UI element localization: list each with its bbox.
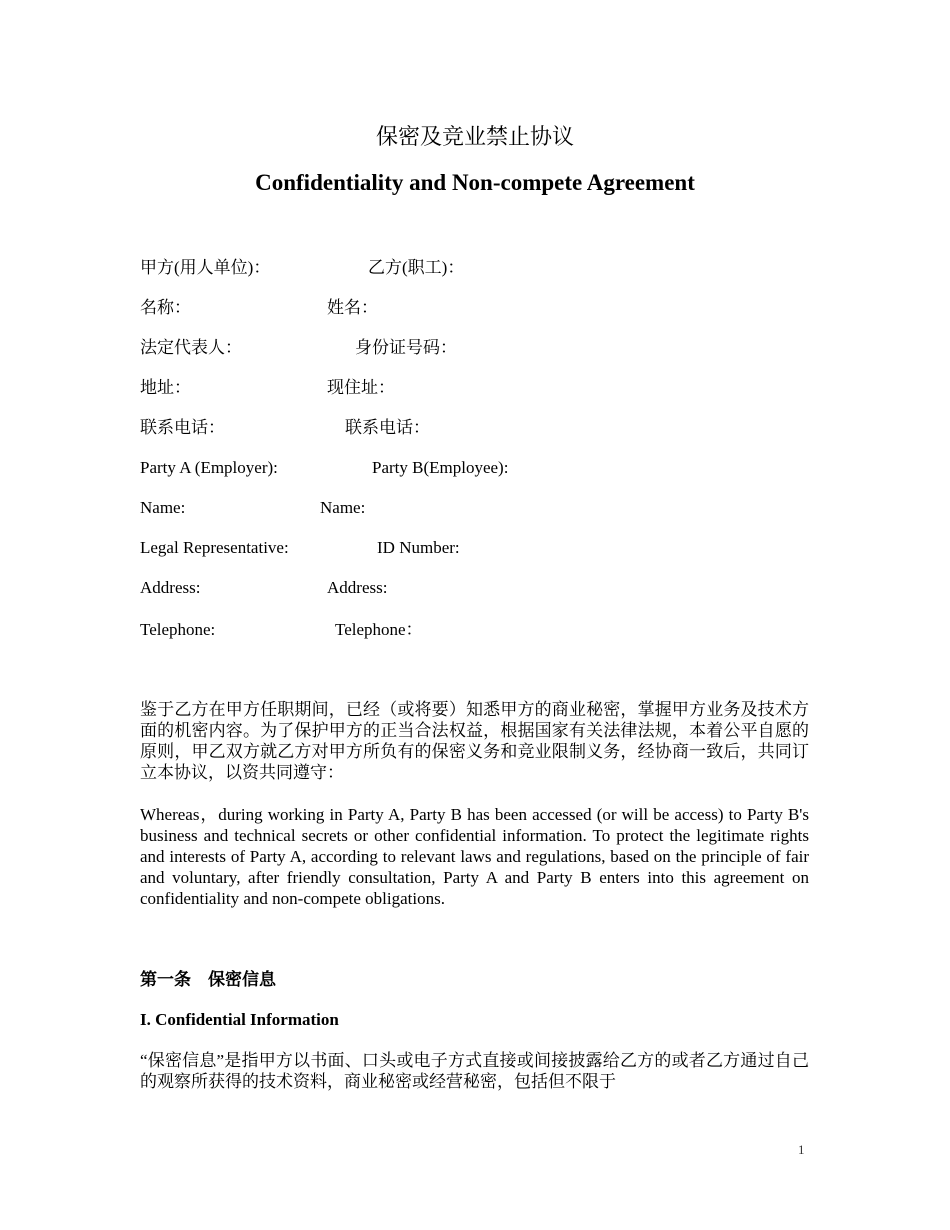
party-a-name-label-cn: 名称： <box>140 298 191 317</box>
party-a-legal-rep-label-cn: 法定代表人： <box>140 338 242 357</box>
party-b-header-en: Party B(Employee): <box>372 458 509 477</box>
party-b-header-cn: 乙方(职工)： <box>368 258 465 277</box>
party-b-phone-label-en: Telephone： <box>335 620 423 639</box>
party-b-phone-label-cn: 联系电话： <box>345 418 430 437</box>
party-a-phone-label-en: Telephone: <box>140 620 216 639</box>
party-a-name-label-en: Name: <box>140 498 186 517</box>
party-a-address-label-en: Address: <box>140 578 201 597</box>
party-b-address-label-en: Address: <box>327 578 388 597</box>
party-a-header-en: Party A (Employer): <box>140 458 278 477</box>
article-1-heading-english: I. Confidential Information <box>140 1010 339 1029</box>
article-1-body-chinese: “保密信息”是指甲方以书面、口头或电子方式直接或间接披露给乙方的或者乙方通过自己的观察所获得的技术资料，商业秘密或经营秘密，包括但不限于 <box>140 1051 809 1091</box>
party-b-name-label-cn: 姓名： <box>327 298 378 317</box>
party-b-id-label-en: ID Number: <box>377 538 460 557</box>
document-title-english: Confidentiality and Non-compete Agreement <box>255 170 695 195</box>
article-1-heading-chinese: 第一条 保密信息 <box>140 970 276 989</box>
party-b-address-label-cn: 现住址： <box>327 378 395 397</box>
party-a-phone-label-cn: 联系电话： <box>140 418 225 437</box>
party-a-header-cn: 甲方(用人单位)： <box>140 258 271 277</box>
party-a-legal-rep-label-en: Legal Representative: <box>140 538 289 557</box>
party-b-name-label-en: Name: <box>320 498 366 517</box>
party-b-id-label-cn: 身份证号码： <box>355 338 457 357</box>
page-number: 1 <box>798 1142 805 1157</box>
party-a-address-label-cn: 地址： <box>140 378 191 397</box>
preamble-english: Whereas，during working in Party A, Party B has been accessed (or will be access) to Party B's business and technical secrets or other confidential information. To protect the legitimate rights and interests of Party A, according to relevant laws and regulations, based on the principle of fair and voluntary, after friendly consultation, Party A and Party B enters into this agreement on confidentiality and non-compete obligations. <box>140 805 809 908</box>
preamble-chinese: 鉴于乙方在甲方任职期间，已经（或将要）知悉甲方的商业秘密，掌握甲方业务及技术方面的机密内容。为了保护甲方的正当合法权益，根据国家有关法律法规，本着公平自愿的原则，甲乙双方就乙方对甲方所负有的保密义务和竞业限制义务，经协商一致后，共同订立本协议，以资共同遵守： <box>140 700 809 782</box>
document-title-chinese: 保密及竞业禁止协议 <box>375 124 574 149</box>
